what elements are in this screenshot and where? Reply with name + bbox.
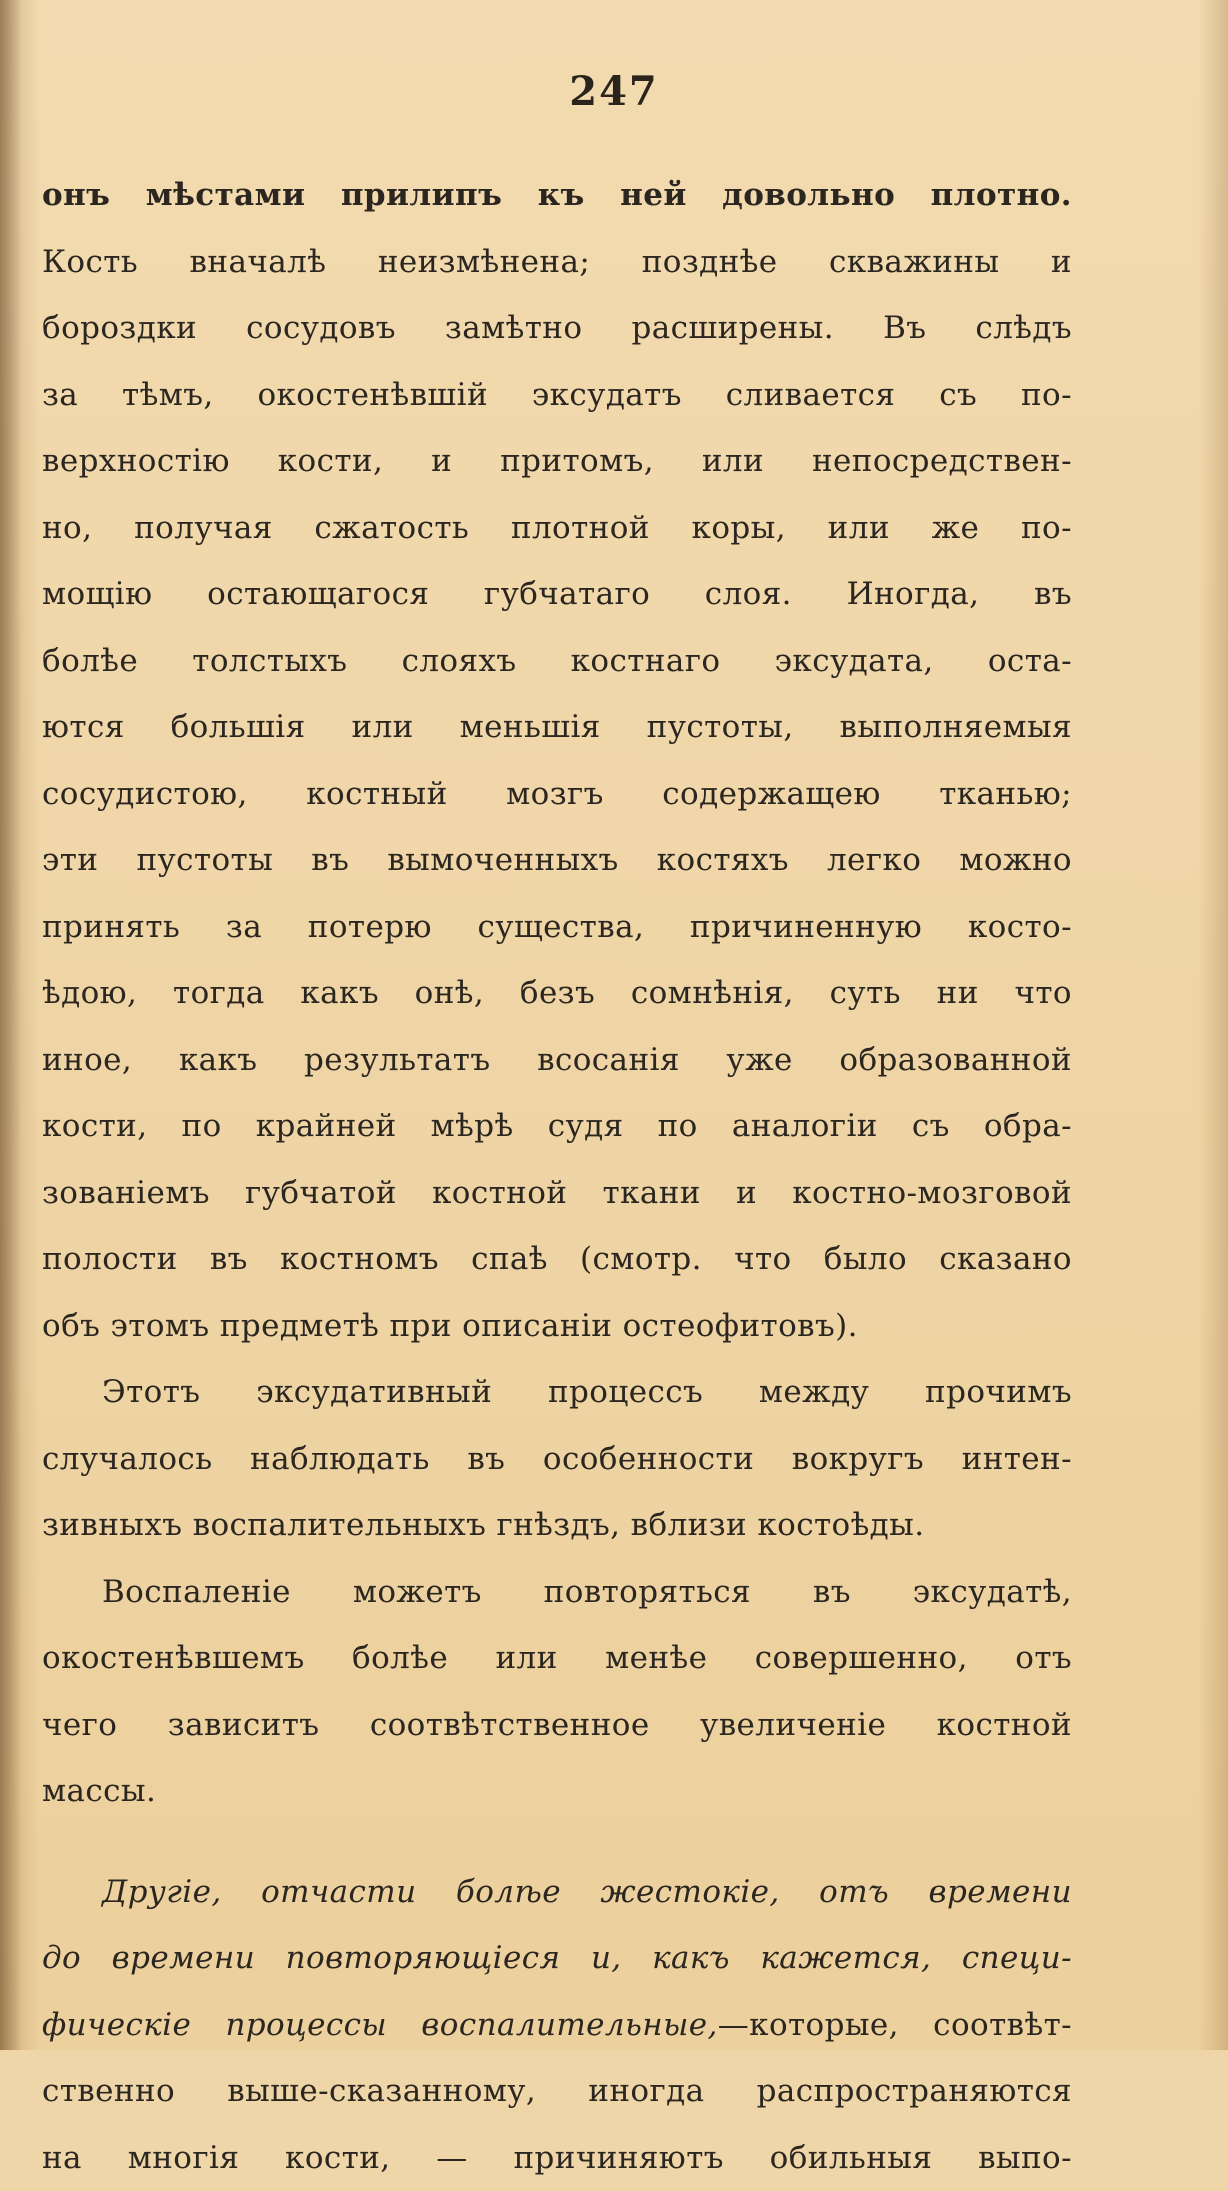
text-line: но, получая сжатость плотной коры, или же по-: [42, 495, 1072, 562]
text-line: верхностію кости, и притомъ, или непосредствен-: [42, 428, 1072, 495]
italic-run: Другіе, отчасти болѣе жестокіе, отъ времени: [102, 1874, 1072, 1910]
text-line: онъ мѣстами прилипъ къ ней довольно плотно.: [42, 162, 1072, 229]
text-line: Воспаленіе можетъ повторяться въ эксудатѣ,: [42, 1559, 1072, 1626]
italic-run: фическіе процессы воспалительные,: [42, 2007, 718, 2043]
text-line: иное, какъ результатъ всосанія уже образованной: [42, 1027, 1072, 1094]
text-line: [42, 1859, 1072, 1926]
text-line: [42, 1925, 1072, 1992]
text-line: массы.: [42, 1758, 1072, 1825]
page-number: 247: [0, 68, 1228, 115]
plain-run: ственно выше-сказанному, иногда распространяются: [42, 2073, 1072, 2109]
text-line: болѣе толстыхъ слояхъ костнаго эксудата, оста-: [42, 628, 1072, 695]
paragraph-gap: [42, 1825, 1072, 1859]
text-line: случалось наблюдать въ особенности вокругъ интен-: [42, 1426, 1072, 1493]
text-line: [42, 2058, 1072, 2125]
text-line: полости въ костномъ спаѣ (смотр. что было сказано: [42, 1226, 1072, 1293]
italic-run: до времени повторяющіеся и, какъ кажется, специ-: [42, 1940, 1072, 1976]
text-line: мощію остающагося губчатаго слоя. Иногда, въ: [42, 561, 1072, 628]
body-text: [42, 162, 1072, 2191]
text-line: Кость вначалѣ неизмѣнена; позднѣе скважины и: [42, 229, 1072, 296]
text-line: принять за потерю существа, причиненную косто-: [42, 894, 1072, 961]
text-line: эти пустоты въ вымоченныхъ костяхъ легко можно: [42, 827, 1072, 894]
text-line: ются большія или меньшія пустоты, выполняемыя: [42, 694, 1072, 761]
text-line: зованіемъ губчатой костной ткани и костно-мозговой: [42, 1160, 1072, 1227]
text-line: чего зависитъ соотвѣтственное увеличеніе костной: [42, 1692, 1072, 1759]
text-line: ѣдою, тогда какъ онѣ, безъ сомнѣнія, суть ни что: [42, 960, 1072, 1027]
text-line: объ этомъ предметѣ при описаніи остеофитовъ).: [42, 1293, 1072, 1360]
text-line: Этотъ эксудативный процессъ между прочимъ: [42, 1359, 1072, 1426]
text-line: [42, 2125, 1072, 2191]
text-line: сосудистою, костный мозгъ содержащею тканью;: [42, 761, 1072, 828]
text-line: бороздки сосудовъ замѣтно расширены. Въ слѣдъ: [42, 295, 1072, 362]
text-line: зивныхъ воспалительныхъ гнѣздъ, вблизи костоѣды.: [42, 1492, 1072, 1559]
text-line: окостенѣвшемъ болѣе или менѣе совершенно, отъ: [42, 1625, 1072, 1692]
text-line: кости, по крайней мѣрѣ судя по аналогіи съ обра-: [42, 1093, 1072, 1160]
page-gutter-shadow: [0, 0, 22, 2050]
plain-run: на многія кости, — причиняютъ обильныя выпо-: [42, 2140, 1072, 2176]
plain-run: —которые, соотвѣт-: [718, 2007, 1072, 2043]
text-line: [42, 1992, 1072, 2059]
text-line: за тѣмъ, окостенѣвшій эксудатъ сливается съ по-: [42, 362, 1072, 429]
